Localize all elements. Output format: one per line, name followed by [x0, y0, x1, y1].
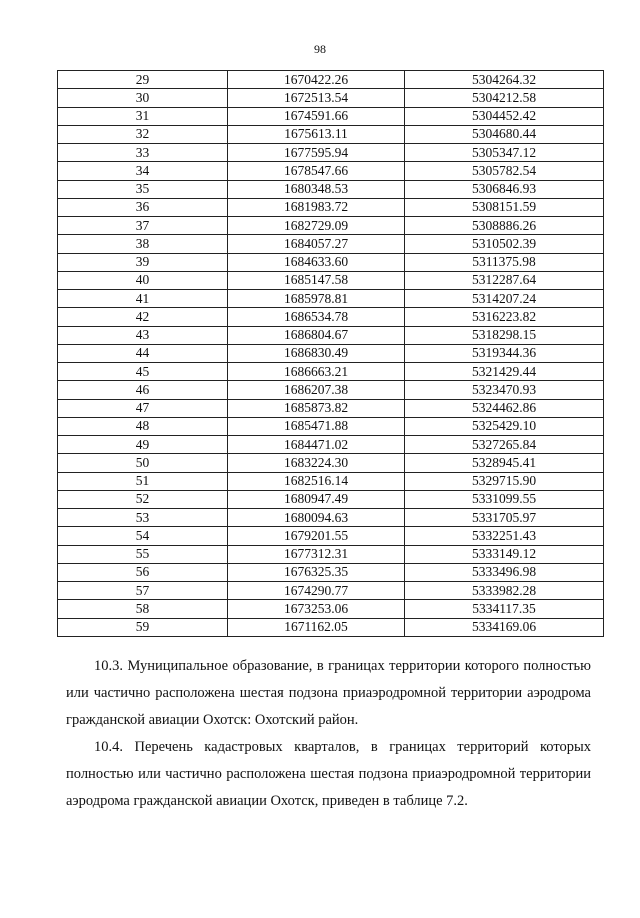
- table-row: [58, 600, 604, 618]
- y-coordinate-cell: 5308886.26: [405, 217, 604, 235]
- point-number-cell: 38: [58, 235, 228, 253]
- point-number-cell: 53: [58, 509, 228, 527]
- table-row: [58, 198, 604, 216]
- x-coordinate-cell: 1670422.26: [228, 71, 405, 89]
- paragraph-10-3: 10.3. Муниципальное образование, в границах территории которого полностью или частично расположена шестая подзона приаэродромной территории аэродрома гражданской авиации Охотск: Охотский район.: [66, 658, 591, 728]
- point-number-cell: 37: [58, 217, 228, 235]
- table-row: [58, 618, 604, 636]
- point-number-cell: 41: [58, 290, 228, 308]
- x-coordinate-cell: 1677595.94: [228, 144, 405, 162]
- y-coordinate-cell: 5325429.10: [405, 417, 604, 435]
- point-number-cell: 33: [58, 144, 228, 162]
- x-coordinate-cell: 1681983.72: [228, 198, 405, 216]
- x-coordinate-cell: 1672513.54: [228, 89, 405, 107]
- table-row: [58, 545, 604, 563]
- x-coordinate-cell: 1683224.30: [228, 454, 405, 472]
- point-number-cell: 55: [58, 545, 228, 563]
- table-row: [58, 217, 604, 235]
- y-coordinate-cell: 5329715.90: [405, 472, 604, 490]
- table-row: [58, 527, 604, 545]
- point-number-cell: 54: [58, 527, 228, 545]
- table-row: [58, 344, 604, 362]
- table-row: [58, 89, 604, 107]
- y-coordinate-cell: 5327265.84: [405, 436, 604, 454]
- table-row: [58, 381, 604, 399]
- point-number-cell: 59: [58, 618, 228, 636]
- x-coordinate-cell: 1686663.21: [228, 363, 405, 381]
- x-coordinate-cell: 1680947.49: [228, 490, 405, 508]
- x-coordinate-cell: 1684633.60: [228, 253, 405, 271]
- point-number-cell: 31: [58, 107, 228, 125]
- point-number-cell: 43: [58, 326, 228, 344]
- y-coordinate-cell: 5304212.58: [405, 89, 604, 107]
- point-number-cell: 29: [58, 71, 228, 89]
- table-row: [58, 472, 604, 490]
- page-number: 98: [314, 42, 326, 56]
- y-coordinate-cell: 5306846.93: [405, 180, 604, 198]
- point-number-cell: 45: [58, 363, 228, 381]
- table-row: [58, 71, 604, 89]
- x-coordinate-cell: 1677312.31: [228, 545, 405, 563]
- table-row: [58, 235, 604, 253]
- table-row: [58, 162, 604, 180]
- point-number-cell: 48: [58, 417, 228, 435]
- table-row: [58, 399, 604, 417]
- y-coordinate-cell: 5333496.98: [405, 563, 604, 581]
- y-coordinate-cell: 5304452.42: [405, 107, 604, 125]
- table-row: [58, 253, 604, 271]
- y-coordinate-cell: 5305347.12: [405, 144, 604, 162]
- y-coordinate-cell: 5334117.35: [405, 600, 604, 618]
- y-coordinate-cell: 5304680.44: [405, 125, 604, 143]
- table-row: [58, 290, 604, 308]
- point-number-cell: 51: [58, 472, 228, 490]
- x-coordinate-cell: 1679201.55: [228, 527, 405, 545]
- table-row: [58, 308, 604, 326]
- y-coordinate-cell: 5311375.98: [405, 253, 604, 271]
- point-number-cell: 46: [58, 381, 228, 399]
- y-coordinate-cell: 5331099.55: [405, 490, 604, 508]
- y-coordinate-cell: 5332251.43: [405, 527, 604, 545]
- y-coordinate-cell: 5318298.15: [405, 326, 604, 344]
- x-coordinate-cell: 1675613.11: [228, 125, 405, 143]
- y-coordinate-cell: 5312287.64: [405, 271, 604, 289]
- point-number-cell: 36: [58, 198, 228, 216]
- x-coordinate-cell: 1686830.49: [228, 344, 405, 362]
- point-number-cell: 40: [58, 271, 228, 289]
- table-row: [58, 509, 604, 527]
- coordinates-table: [57, 70, 604, 637]
- point-number-cell: 57: [58, 582, 228, 600]
- y-coordinate-cell: 5305782.54: [405, 162, 604, 180]
- table-row: [58, 490, 604, 508]
- x-coordinate-cell: 1684471.02: [228, 436, 405, 454]
- y-coordinate-cell: 5308151.59: [405, 198, 604, 216]
- y-coordinate-cell: 5304264.32: [405, 71, 604, 89]
- paragraph-10-4: 10.4. Перечень кадастровых кварталов, в границах территорий которых полностью или частично расположена шестая подзона приаэродромной территории аэродрома гражданской авиации Охотск, приведен в таблице 7.2.: [66, 739, 591, 809]
- y-coordinate-cell: 5324462.86: [405, 399, 604, 417]
- x-coordinate-cell: 1686534.78: [228, 308, 405, 326]
- point-number-cell: 56: [58, 563, 228, 581]
- table-row: [58, 436, 604, 454]
- x-coordinate-cell: 1673253.06: [228, 600, 405, 618]
- coordinates-table-body: [58, 71, 604, 637]
- table-row: [58, 107, 604, 125]
- y-coordinate-cell: 5319344.36: [405, 344, 604, 362]
- y-coordinate-cell: 5333982.28: [405, 582, 604, 600]
- x-coordinate-cell: 1676325.35: [228, 563, 405, 581]
- x-coordinate-cell: 1682729.09: [228, 217, 405, 235]
- y-coordinate-cell: 5328945.41: [405, 454, 604, 472]
- point-number-cell: 58: [58, 600, 228, 618]
- point-number-cell: 49: [58, 436, 228, 454]
- table-row: [58, 271, 604, 289]
- y-coordinate-cell: 5334169.06: [405, 618, 604, 636]
- y-coordinate-cell: 5331705.97: [405, 509, 604, 527]
- x-coordinate-cell: 1682516.14: [228, 472, 405, 490]
- table-row: [58, 417, 604, 435]
- x-coordinate-cell: 1674290.77: [228, 582, 405, 600]
- x-coordinate-cell: 1674591.66: [228, 107, 405, 125]
- x-coordinate-cell: 1671162.05: [228, 618, 405, 636]
- y-coordinate-cell: 5321429.44: [405, 363, 604, 381]
- x-coordinate-cell: 1686207.38: [228, 381, 405, 399]
- table-row: [58, 180, 604, 198]
- table-row: [58, 144, 604, 162]
- table-row: [58, 582, 604, 600]
- point-number-cell: 50: [58, 454, 228, 472]
- x-coordinate-cell: 1684057.27: [228, 235, 405, 253]
- x-coordinate-cell: 1680348.53: [228, 180, 405, 198]
- table-row: [58, 326, 604, 344]
- point-number-cell: 35: [58, 180, 228, 198]
- x-coordinate-cell: 1686804.67: [228, 326, 405, 344]
- x-coordinate-cell: 1685147.58: [228, 271, 405, 289]
- point-number-cell: 47: [58, 399, 228, 417]
- x-coordinate-cell: 1685978.81: [228, 290, 405, 308]
- y-coordinate-cell: 5323470.93: [405, 381, 604, 399]
- point-number-cell: 30: [58, 89, 228, 107]
- y-coordinate-cell: 5333149.12: [405, 545, 604, 563]
- point-number-cell: 34: [58, 162, 228, 180]
- table-row: [58, 363, 604, 381]
- x-coordinate-cell: 1680094.63: [228, 509, 405, 527]
- table-row: [58, 125, 604, 143]
- point-number-cell: 32: [58, 125, 228, 143]
- x-coordinate-cell: 1678547.66: [228, 162, 405, 180]
- x-coordinate-cell: 1685873.82: [228, 399, 405, 417]
- table-row: [58, 563, 604, 581]
- point-number-cell: 44: [58, 344, 228, 362]
- point-number-cell: 39: [58, 253, 228, 271]
- point-number-cell: 42: [58, 308, 228, 326]
- y-coordinate-cell: 5314207.24: [405, 290, 604, 308]
- y-coordinate-cell: 5310502.39: [405, 235, 604, 253]
- point-number-cell: 52: [58, 490, 228, 508]
- y-coordinate-cell: 5316223.82: [405, 308, 604, 326]
- table-row: [58, 454, 604, 472]
- x-coordinate-cell: 1685471.88: [228, 417, 405, 435]
